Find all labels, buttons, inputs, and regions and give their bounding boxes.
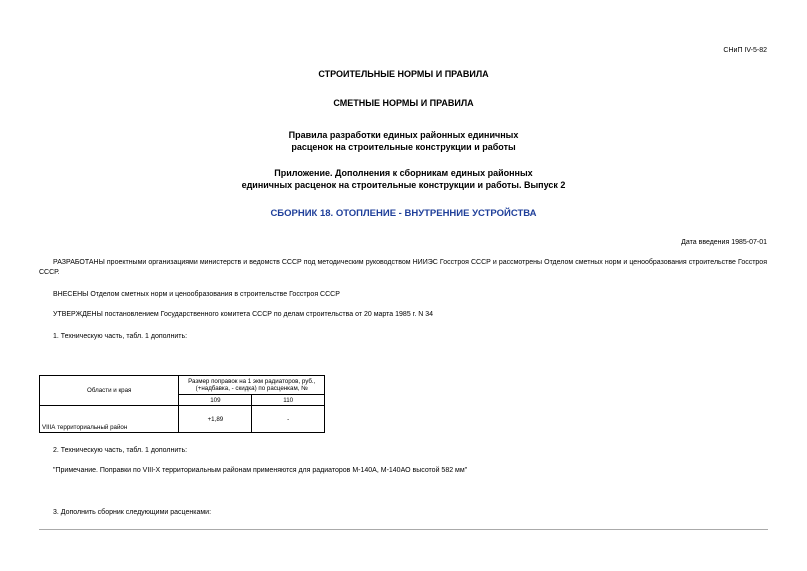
title-rules-line2: расценок на строительные конструкции и работы (291, 142, 516, 152)
table-header-row (40, 376, 325, 395)
title-rules-line1: Правила разработки единых районных единичных (288, 130, 519, 140)
item-2: 2. Техническую часть, табл. 1 дополнить: (53, 447, 188, 454)
title-appendix-line2: единичных расценок на строительные конструкции и работы. Выпуск 2 (241, 180, 566, 190)
title-appendix-line1: Приложение. Дополнения к сборникам единых районных (274, 168, 533, 178)
title-estimate-norms: СМЕТНЫЕ НОРМЫ И ПРАВИЛА (333, 98, 474, 108)
table-row (40, 406, 325, 433)
approved-paragraph: УТВЕРЖДЕНЫ постановлением Государственного комитета СССР по делам строительства от 20 марта 1985 г. N 34 (53, 311, 434, 318)
item-1: 1. Техническую часть, табл. 1 дополнить: (53, 333, 188, 340)
table-subheader-109: 109 (179, 395, 252, 406)
corrections-table (39, 375, 325, 433)
collection-title: СБОРНИК 18. ОТОПЛЕНИЕ - ВНУТРЕННИЕ УСТРОЙСТВА (270, 208, 537, 219)
note-paragraph: "Примечание. Поправки по VIII-X территориальным районам применяются для радиаторов М-140А, М-140АО высотой 582 мм" (53, 467, 468, 474)
document-code: СНиП IV-5-82 (723, 47, 767, 54)
developed-paragraph: РАЗРАБОТАНЫ проектными организациями министерств и ведомств СССР под методическим руководством НИИЭС Госстроя СССР и рассмотрены Отделом сметных норм и ценообразования строительстве Госстроя СССР. (39, 259, 767, 276)
title-appendix (0, 167, 807, 191)
title-building-codes: СТРОИТЕЛЬНЫЕ НОРМЫ И ПРАВИЛА (318, 69, 489, 79)
bottom-divider (39, 529, 768, 530)
table-header-regions: Области и края (40, 376, 179, 406)
table-cell-109: +1,89 (179, 406, 252, 433)
introduction-date: Дата введения 1985-07-01 (681, 239, 767, 246)
introduced-paragraph: ВНЕСЕНЫ Отделом сметных норм и ценообразования в строительстве Госстроя СССР (53, 291, 340, 298)
item-3: 3. Дополнить сборник следующими расценками: (53, 509, 212, 516)
table-cell-region: VIIIА территориальный район (40, 406, 179, 433)
table-subheader-110: 110 (252, 395, 325, 406)
title-rules (0, 129, 807, 153)
table-header-corrections: Размер поправок на 1 экм радиаторов, руб., (+надбавка, - скидка) по расценкам, № (179, 376, 325, 395)
table-cell-110: - (252, 406, 325, 433)
